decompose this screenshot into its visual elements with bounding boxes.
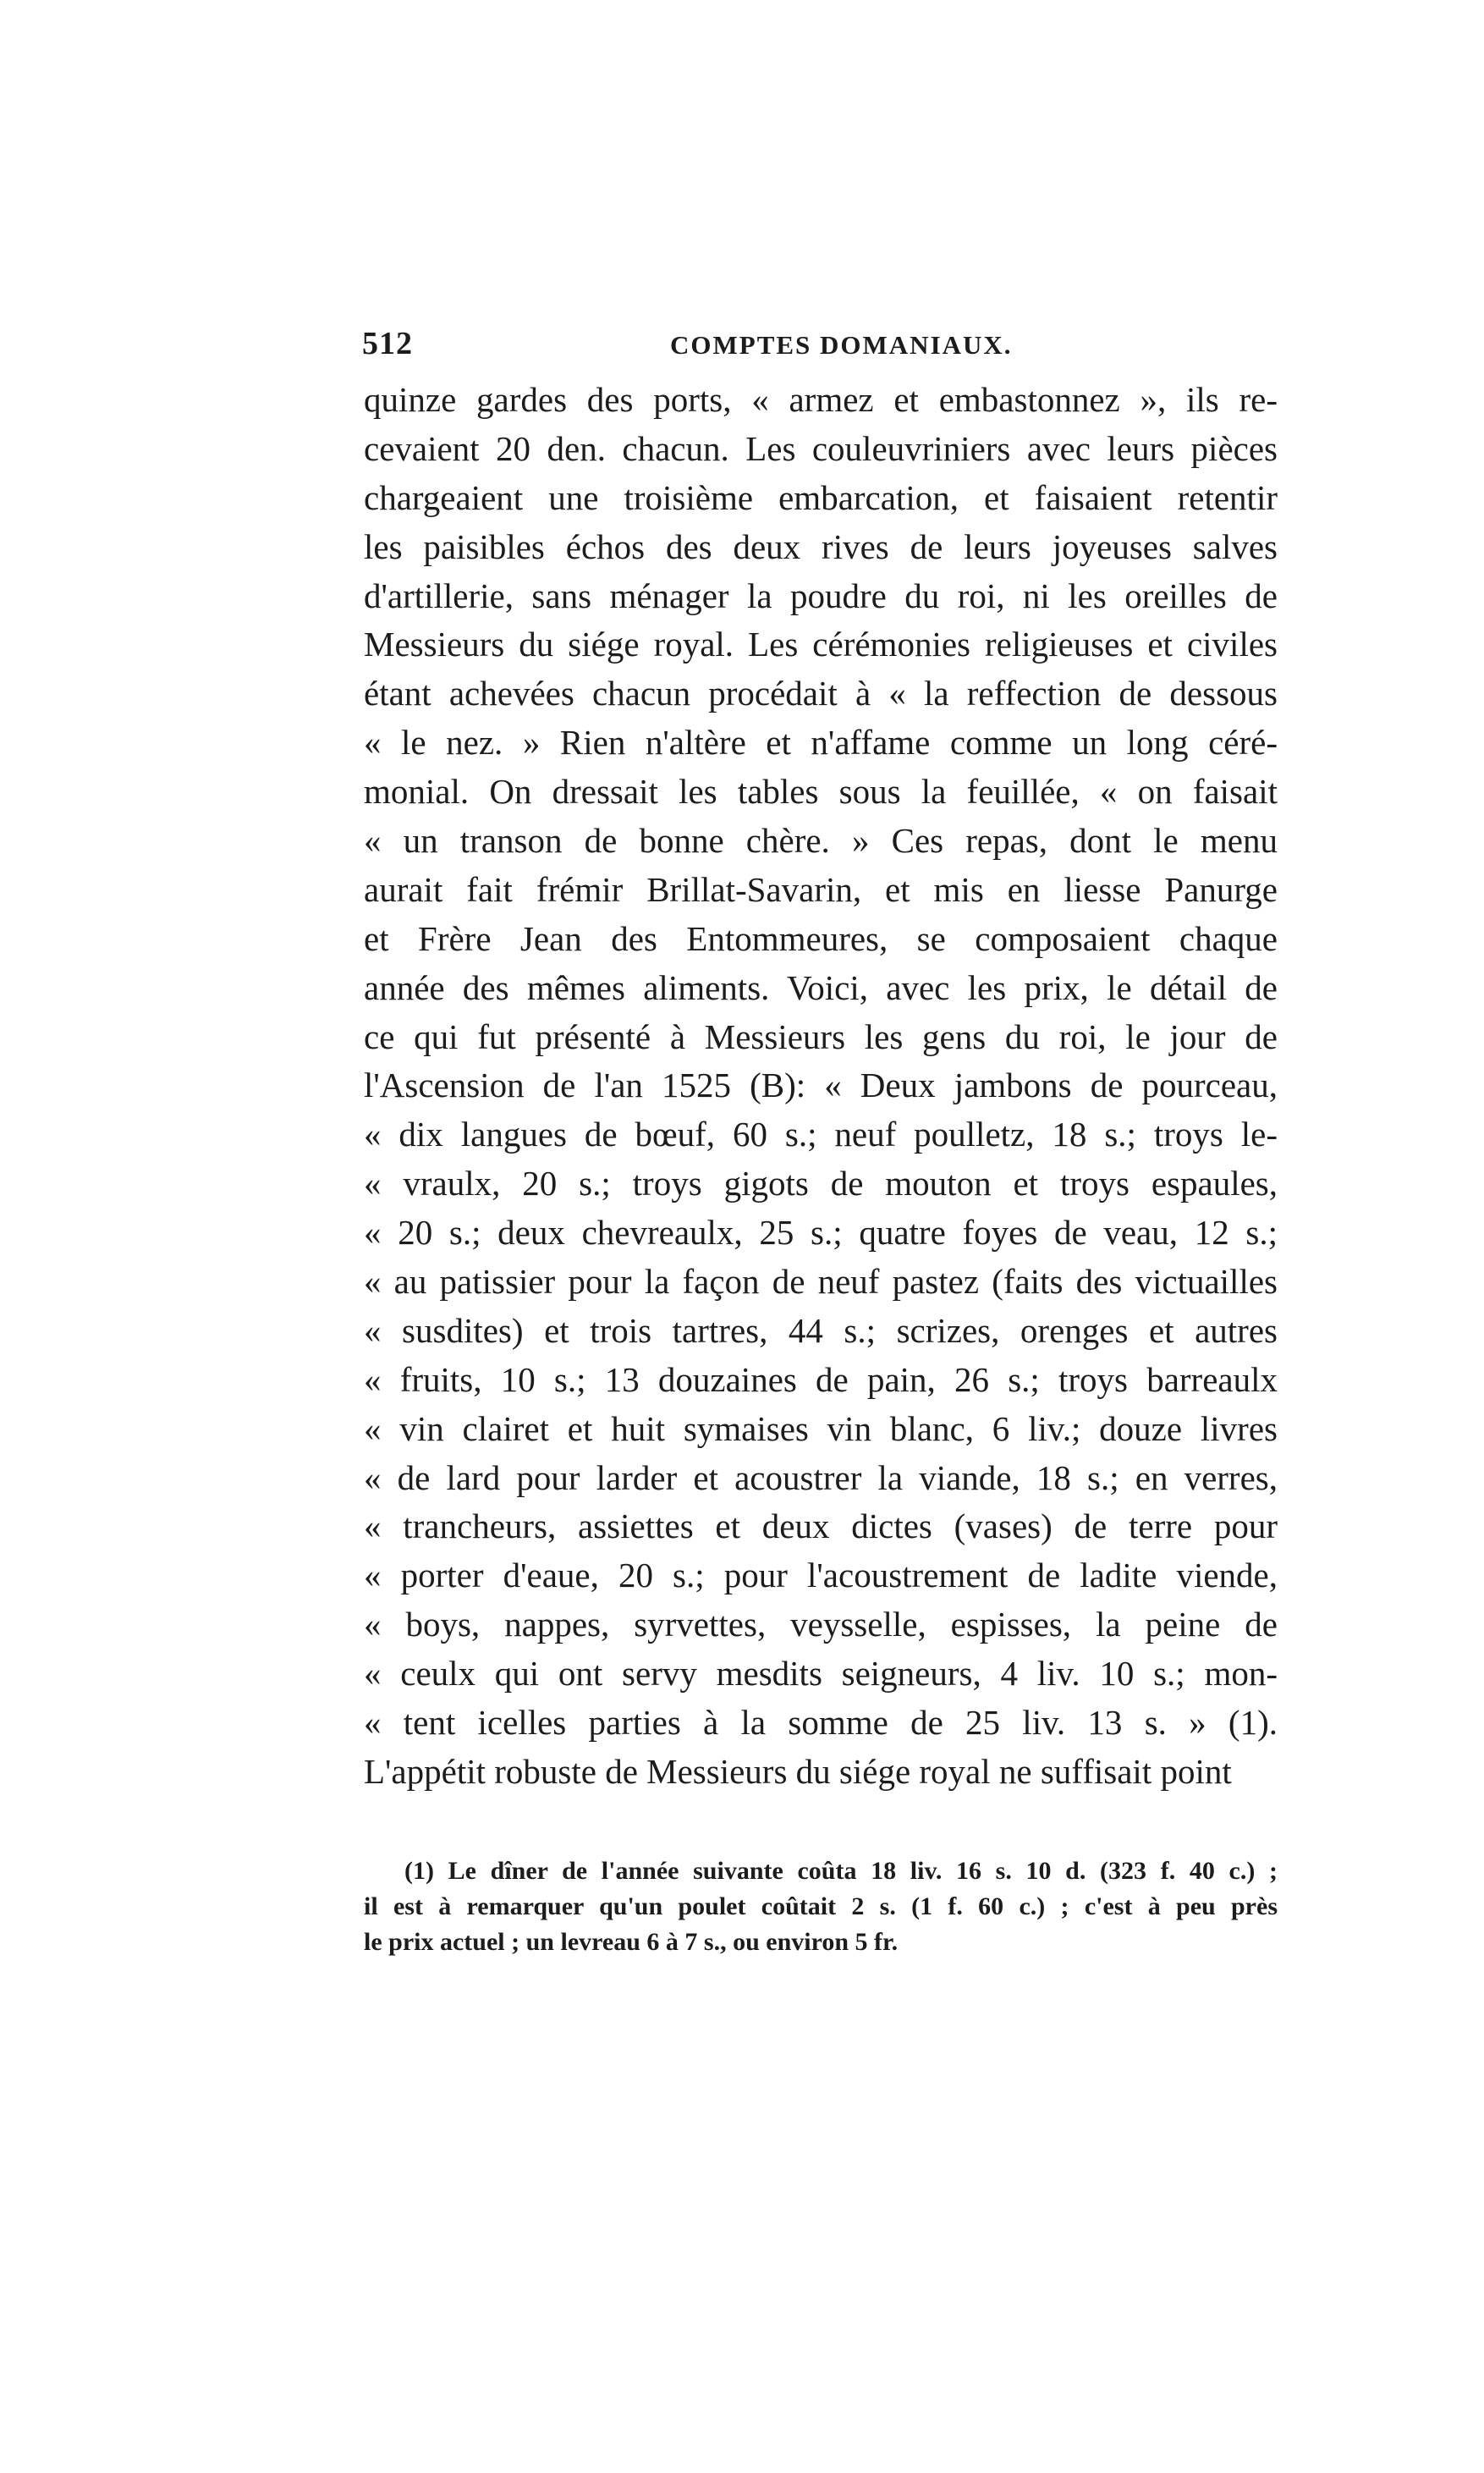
footnote-line: (1) Le dîner de l'année suivante coûta 18 liv. 16 s. 10 d. (323 f. 40 c.) ;	[404, 1857, 1278, 1885]
body-line: « un transon de bonne chère. » Ces repas, dont le menu	[364, 821, 1278, 861]
body-line: cevaient 20 den. chacun. Les couleuvriniers avec leurs pièces	[364, 428, 1278, 468]
body-line: monial. On dressait les tables sous la feuillée, « on faisait	[364, 772, 1278, 812]
body-line: « dix langues de bœuf, 60 s.; neuf poulletz, 18 s.; troys le-	[364, 1115, 1278, 1154]
page-header	[362, 325, 1276, 376]
body-line: quinze gardes des ports, « armez et embastonnez », ils re-	[364, 380, 1278, 419]
body-line: « vraulx, 20 s.; troys gigots de mouton et troys espaules,	[364, 1164, 1278, 1203]
body-line: aurait fait frémir Brillat-Savarin, et mis en liesse Panurge	[364, 869, 1278, 909]
body-line: « tent icelles parties à la somme de 25 liv. 13 s. » (1).	[364, 1703, 1278, 1743]
body-line: « susdites) et trois tartres, 44 s.; scrizes, orenges et autres	[364, 1310, 1278, 1350]
body-line: « le nez. » Rien n'altère et n'affame comme un long céré-	[364, 723, 1278, 763]
body-line: « au patissier pour la façon de neuf pastez (faits des victuailles	[364, 1262, 1278, 1302]
body-line: ce qui fut présenté à Messieurs les gens du roi, le jour de	[364, 1016, 1278, 1056]
page-number: 512	[362, 326, 413, 361]
body-line: « trancheurs, assiettes et deux dictes (vases) de terre pour	[364, 1506, 1278, 1546]
body-line: les paisibles échos des deux rives de leurs joyeuses salves	[364, 526, 1278, 566]
body-line: étant achevées chacun procédait à « la reffection de dessous	[364, 674, 1278, 713]
body-line: et Frère Jean des Entommeures, se composaient chaque	[364, 918, 1278, 958]
body-text	[364, 376, 1278, 1797]
body-line: « vin clairet et huit symaises vin blanc, 6 liv.; douze livres	[364, 1408, 1278, 1448]
body-line: année des mêmes aliments. Voici, avec les prix, le détail de	[364, 967, 1278, 1007]
footnote-line-last: le prix actuel ; un levreau 6 à 7 s., ou environ 5 fr.	[364, 1928, 899, 1956]
body-line: « boys, nappes, syrvettes, veysselle, espisses, la peine de	[364, 1605, 1278, 1644]
footnote-line: il est à remarquer qu'un poulet coûtait 2 s. (1 f. 60 c.) ; c'est à peu près	[364, 1892, 1278, 1920]
body-line: d'artillerie, sans ménager la poudre du roi, ni les oreilles de	[364, 576, 1278, 615]
body-line: « 20 s.; deux chevreaulx, 25 s.; quatre foyes de veau, 12 s.;	[364, 1213, 1278, 1253]
body-line-last: L'appétit robuste de Messieurs du siége royal ne suffisait point	[364, 1751, 1232, 1791]
body-line: l'Ascension de l'an 1525 (B): « Deux jambons de pourceau,	[364, 1066, 1278, 1105]
body-line: « ceulx qui ont servy mesdits seigneurs, 4 liv. 10 s.; mon-	[364, 1654, 1278, 1694]
body-line: « de lard pour larder et acoustrer la viande, 18 s.; en verres,	[364, 1457, 1278, 1497]
running-head: COMPTES DOMANIAUX.	[670, 330, 1013, 360]
body-line: « fruits, 10 s.; 13 douzaines de pain, 26 s.; troys barreaulx	[364, 1359, 1278, 1399]
footnote	[364, 1853, 1278, 1960]
body-line: « porter d'eaue, 20 s.; pour l'acoustrement de ladite viende,	[364, 1556, 1278, 1595]
body-line: Messieurs du siége royal. Les cérémonies religieuses et civiles	[364, 625, 1278, 664]
body-line: chargeaient une troisième embarcation, et faisaient retentir	[364, 477, 1278, 517]
